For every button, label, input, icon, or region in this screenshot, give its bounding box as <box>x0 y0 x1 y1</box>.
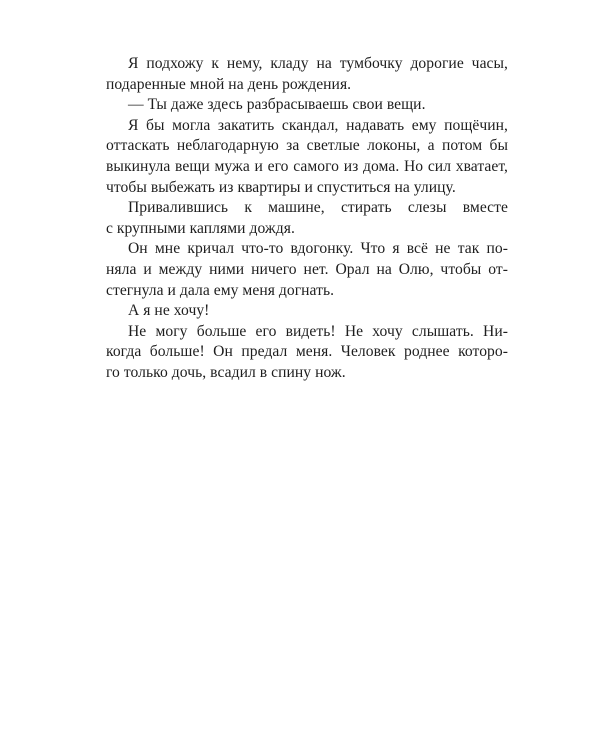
text-line: подаренные мной на день рождения. <box>106 75 352 93</box>
paragraph <box>106 198 508 239</box>
paragraph <box>106 322 508 384</box>
text-line: го только дочь, всадил в спину нож. <box>106 363 346 381</box>
text-line: Я подхожу к нему, кладу на тумбочку дорогие часы, <box>128 55 508 72</box>
text-line: с крупными каплями дождя. <box>106 219 295 237</box>
paragraph <box>106 239 508 301</box>
text-line: няла и между ними ничего нет. Орал на Олю, чтобы от- <box>106 260 508 278</box>
text-line: — Ты даже здесь разбрасываешь свои вещи. <box>128 96 426 114</box>
text-line: оттаскать неблагодарную за светлые локоны, а потом бы <box>106 137 508 155</box>
paragraph <box>106 54 508 95</box>
paragraph <box>106 301 508 322</box>
text-line: Не могу больше его видеть! Не хочу слышать. Ни- <box>128 322 508 340</box>
text-line: Привалившись к машине, стирать слезы вместе <box>128 199 508 217</box>
paragraph <box>106 95 508 116</box>
text-line: когда больше! Он предал меня. Человек роднее которо- <box>106 343 508 361</box>
text-line: выкинула вещи мужа и его самого из дома. Но сил хватает, <box>106 157 508 175</box>
text-line: чтобы выбежать из квартиры и спуститься на улицу. <box>106 178 456 196</box>
text-line: Он мне кричал что-то вдогонку. Что я всё не так по- <box>128 240 508 258</box>
text-line: стегнула и дала ему меня догнать. <box>106 281 335 299</box>
paragraph <box>106 116 508 198</box>
text-line: А я не хочу! <box>128 302 210 320</box>
text-line: Я бы могла закатить скандал, надавать ему пощёчин, <box>128 116 508 134</box>
body-text <box>106 54 508 384</box>
